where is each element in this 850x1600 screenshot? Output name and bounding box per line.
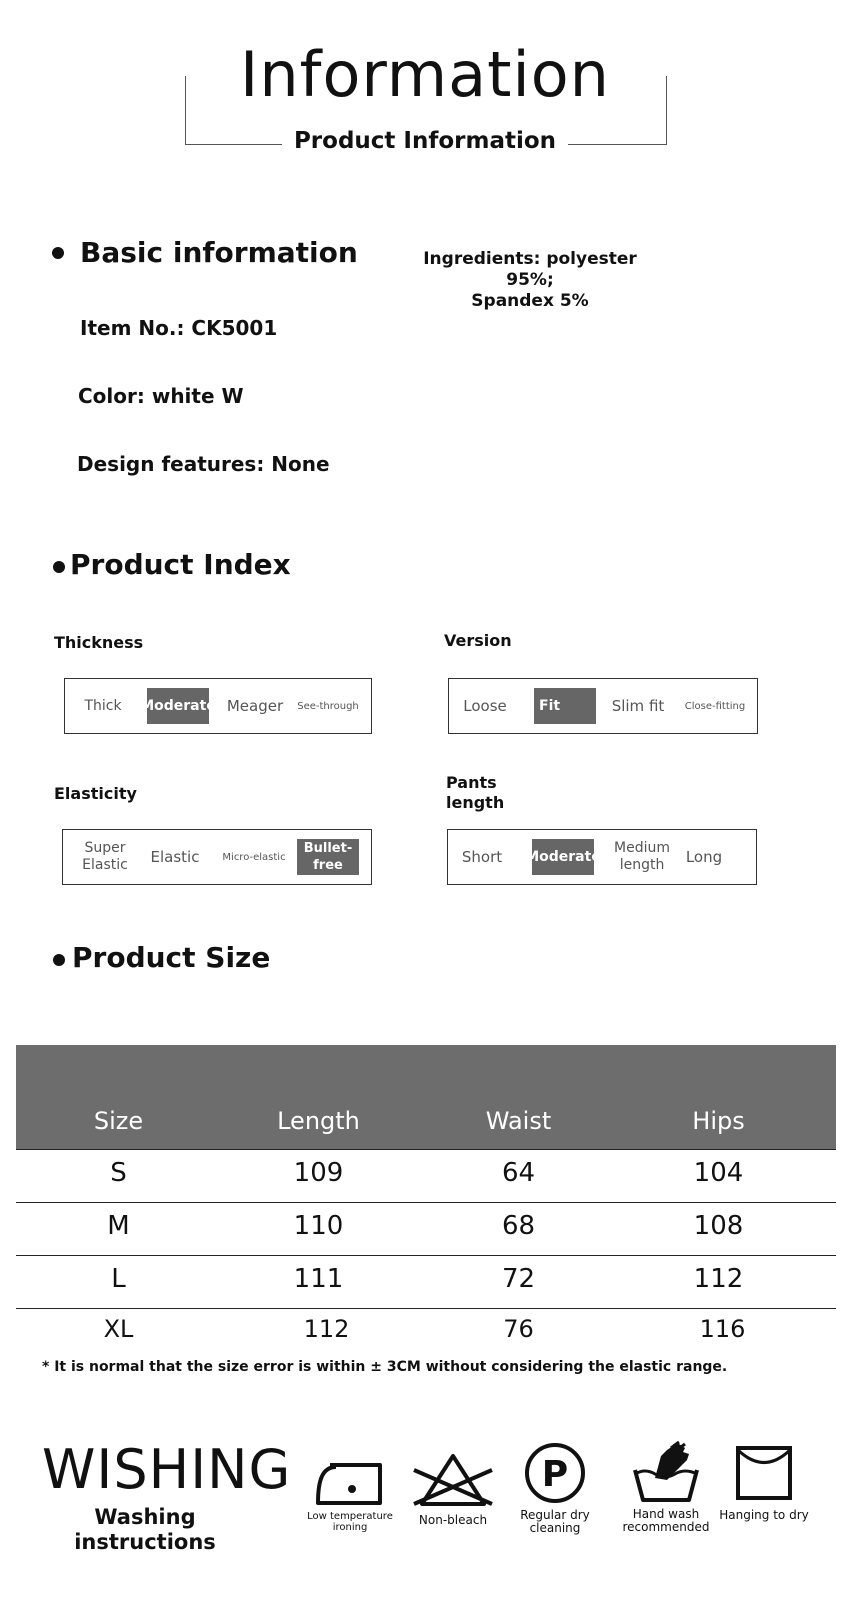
cell-hips: 108 [693,1211,744,1241]
bullet-dot-icon [53,954,65,966]
washing-subtitle: Washing instructions [74,1505,216,1554]
item-number: Item No.: CK5001 [80,316,278,340]
elasticity-scale [62,829,372,885]
elasticity-option-selected: Bullet-free [297,839,359,875]
product-index-heading: Product Index [70,548,291,581]
cell-size: S [110,1158,127,1188]
color-info: Color: white W [78,384,244,408]
basic-info-heading: Basic information [80,236,358,269]
bullet-dot-icon [53,561,65,573]
cell-hips: 112 [693,1264,744,1294]
iron-low-temp-icon [312,1455,388,1507]
care-item: Non-bleach [408,1450,498,1527]
care-item: Hanging to dry [718,1445,810,1522]
thickness-option: Thick [84,697,122,714]
cell-waist: 64 [501,1158,536,1188]
cell-size: L [111,1264,126,1294]
thickness-label: Thickness [54,633,144,652]
elasticity-option: Elastic [150,847,200,866]
pants-length-label: Pants length [446,773,505,812]
cell-length: 110 [293,1211,344,1241]
pants-length-option: Medium length [614,840,670,873]
page-subtitle: Product Information [0,128,850,154]
column-header-size: Size [93,1107,144,1135]
design-features: Design features: None [77,452,330,476]
table-row [16,1309,836,1354]
table-row [16,1203,836,1255]
column-header-hips: Hips [692,1107,745,1135]
product-size-heading: Product Size [72,941,271,974]
care-item: Hand wash recommended [614,1440,718,1534]
bullet-dot-icon [52,247,64,259]
pants-length-option: Short [461,847,503,866]
table-row [16,1256,836,1308]
table-row [16,1150,836,1202]
care-item: P Regular dry cleaning [512,1441,598,1535]
column-header-waist: Waist [485,1107,552,1135]
elasticity-label: Elasticity [54,784,137,803]
hand-wash-icon [631,1440,701,1504]
cell-size: M [107,1211,130,1241]
cell-hips: 116 [699,1315,746,1343]
column-header-length: Length [277,1107,360,1135]
pants-length-option-selected: Moderate [532,839,594,875]
version-option-selected: Fit [534,688,596,724]
size-error-note: * It is normal that the size error is within ± 3CM without considering the elastic range. [42,1359,728,1375]
elasticity-option: Micro-elastic [222,851,286,863]
washing-title: WISHING [42,1438,292,1501]
cell-waist: 76 [503,1315,534,1343]
cell-length: 112 [303,1315,350,1343]
version-option: Loose [463,696,507,715]
ingredients-info: Ingredients: polyester 95%; Spandex 5% [423,249,637,311]
version-label: Version [444,631,512,650]
thickness-option: Meager [226,696,284,715]
pants-length-scale [447,829,757,885]
version-option: Close-fitting [684,700,746,712]
cell-hips: 104 [693,1158,744,1188]
cell-length: 111 [293,1264,344,1294]
pants-length-option: Long [685,847,723,866]
version-scale [448,678,758,734]
cell-size: XL [103,1315,134,1343]
cell-length: 109 [293,1158,344,1188]
care-item: Low temperature ironing [300,1455,400,1533]
version-option: Slim fit [611,696,665,715]
thickness-option-selected: Moderate [147,688,209,724]
page-title: Information [240,38,610,111]
svg-text:P: P [541,1454,569,1495]
thickness-scale [64,678,372,734]
cell-waist: 68 [501,1211,536,1241]
cell-waist: 72 [501,1264,536,1294]
size-table-header [16,1045,836,1150]
no-bleach-icon [410,1450,496,1508]
dry-clean-p-icon [523,1441,587,1505]
hang-dry-icon [735,1445,793,1501]
thickness-option: See-through [297,700,359,712]
elasticity-option: Super Elastic [82,840,128,873]
